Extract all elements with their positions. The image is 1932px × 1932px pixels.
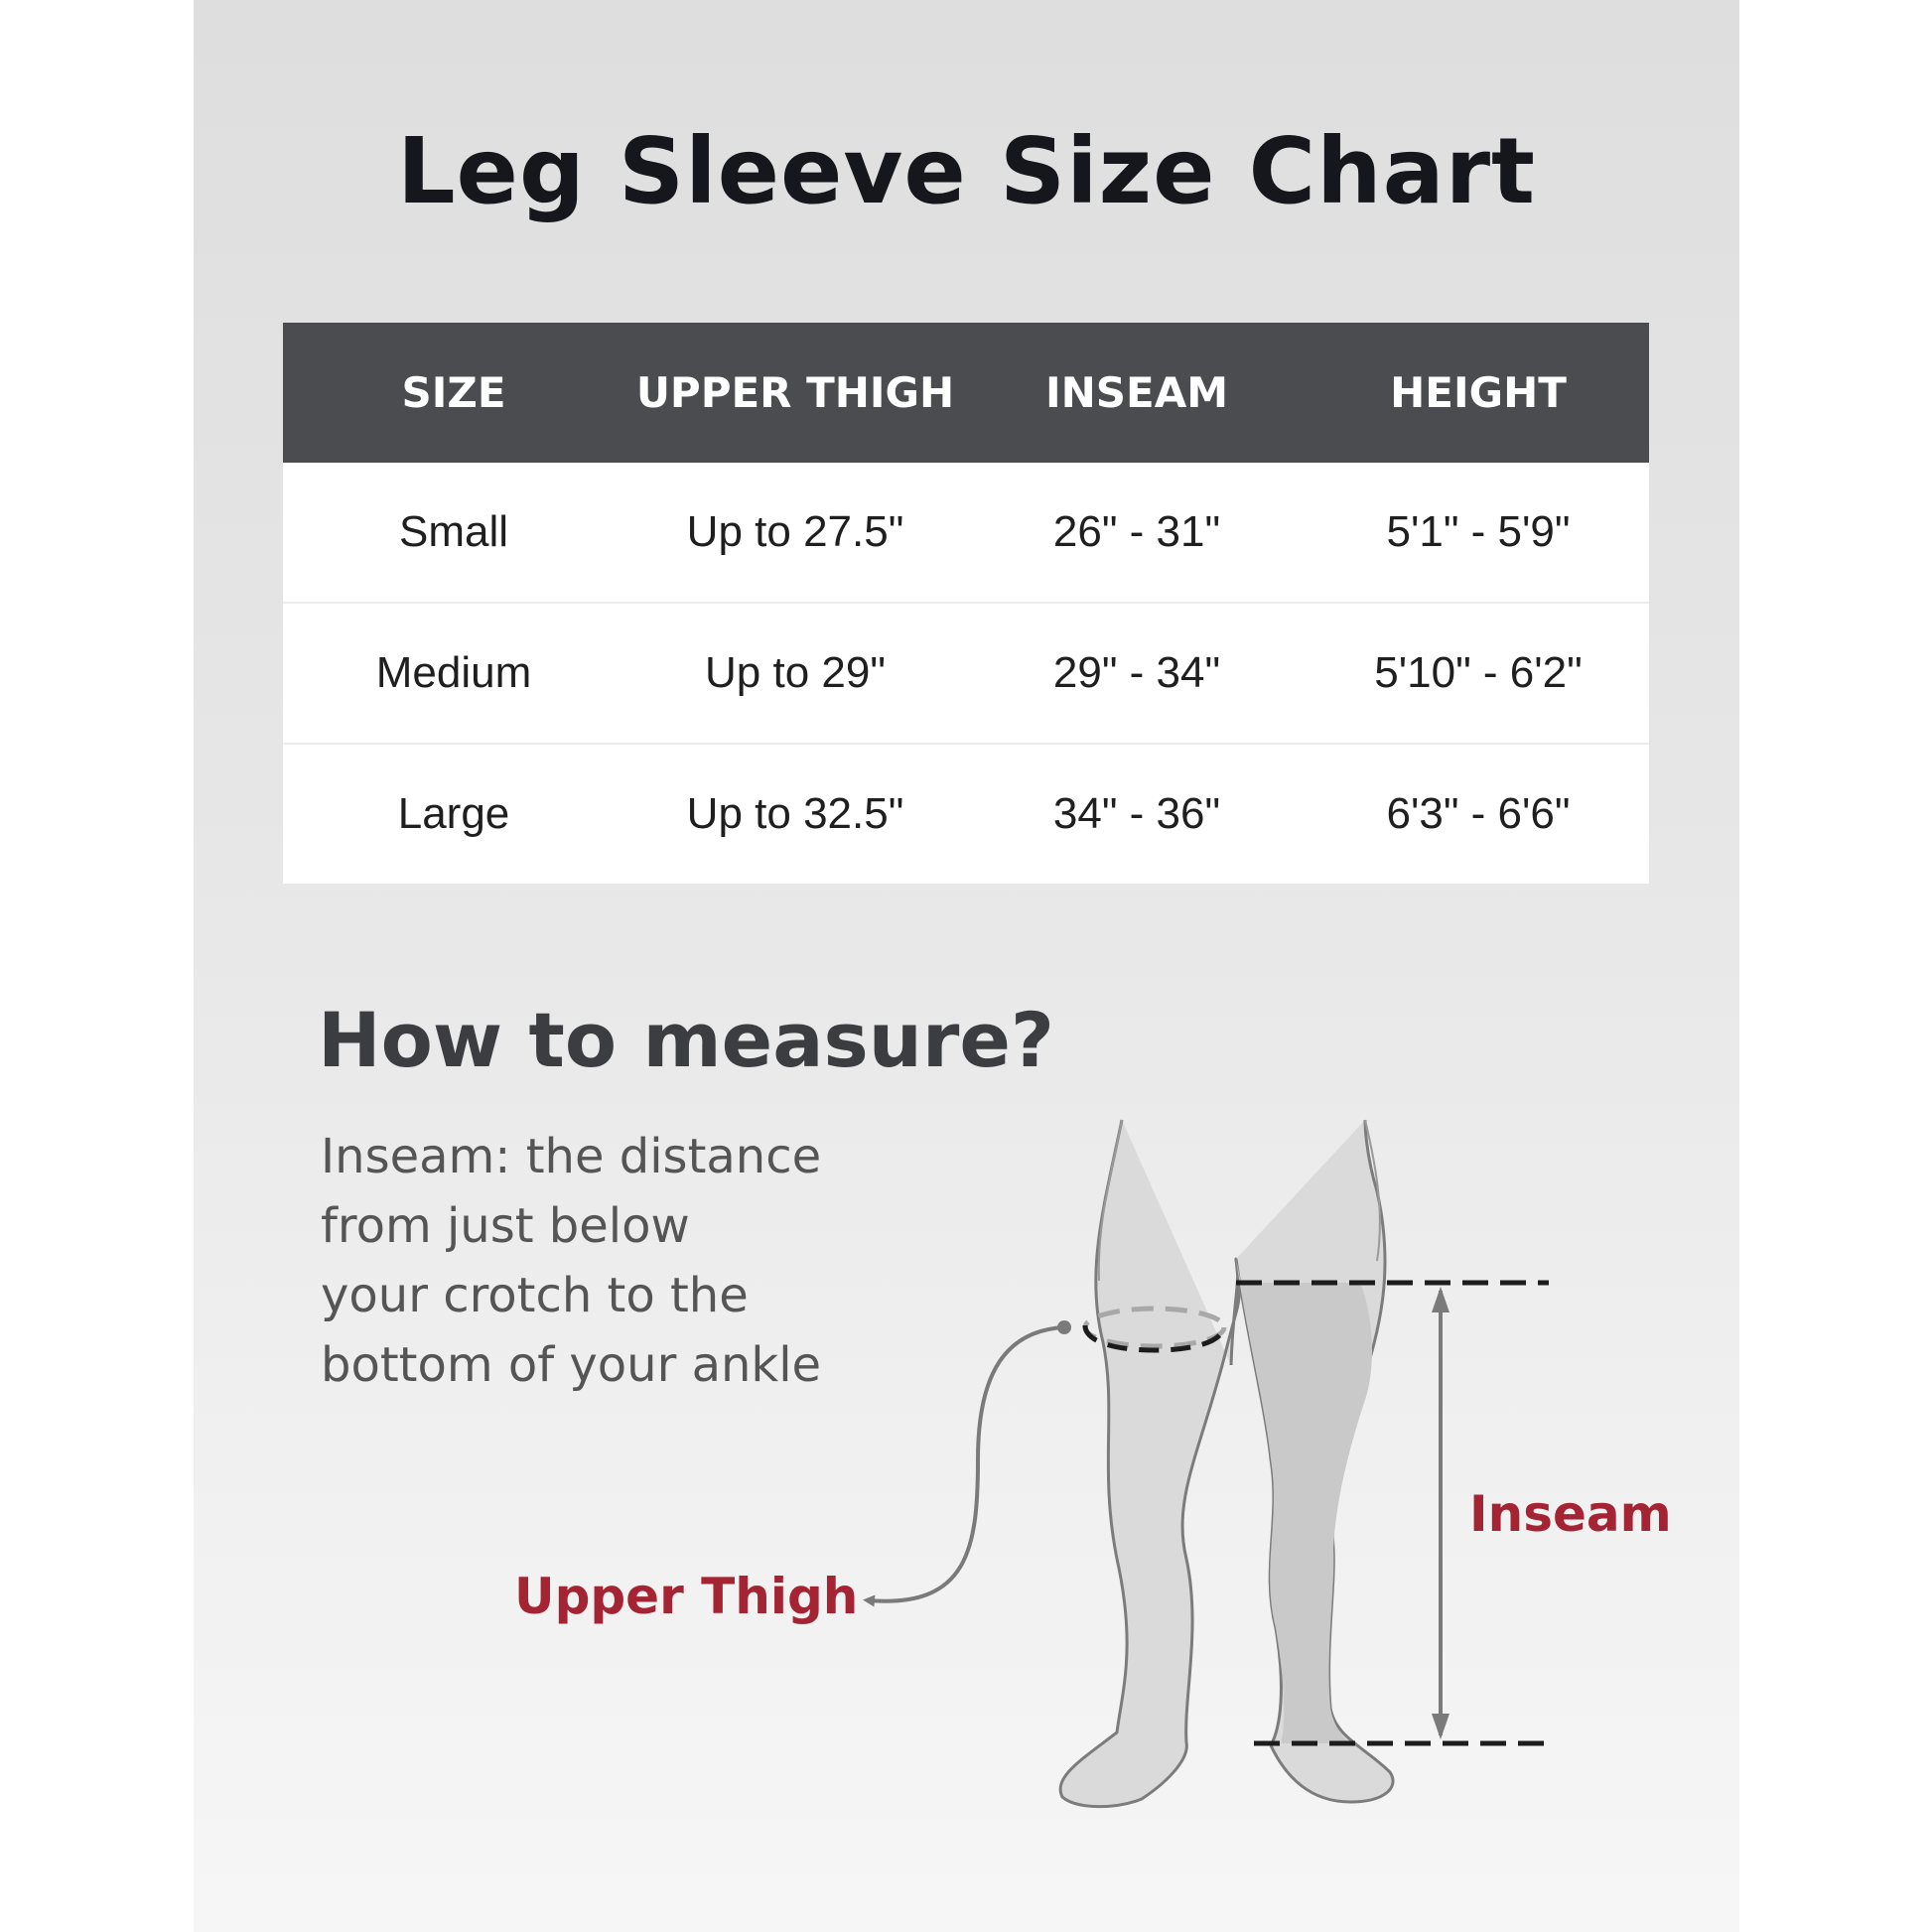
description-line: bottom of your ankle (321, 1337, 822, 1393)
inseam-highlight-icon (1236, 1259, 1372, 1743)
inseam-label: Inseam (1469, 1485, 1672, 1543)
upper-thigh-cell: Up to 32.5" (624, 744, 966, 884)
description-line: your crotch to the (321, 1268, 749, 1323)
inseam-arrow-top-icon (1432, 1287, 1449, 1312)
description-line: Inseam: the distance (321, 1129, 822, 1184)
inseam-arrow-bottom-icon (1432, 1714, 1449, 1739)
how-to-measure-heading: How to measure? (318, 996, 1054, 1084)
inseam-cell: 29" - 34" (966, 603, 1308, 744)
page-title: Leg Sleeve Size Chart (396, 118, 1537, 224)
size-cell: Medium (283, 603, 624, 744)
size-chart-panel (194, 0, 1739, 1932)
column-header-upper-thigh: UPPER THIGH (624, 323, 966, 463)
size-cell: Large (283, 744, 624, 884)
size-cell: Small (283, 463, 624, 603)
upper-thigh-cell: Up to 29" (624, 603, 966, 744)
legs-diagram (194, 0, 1739, 1932)
upper-thigh-label: Upper Thigh (514, 1568, 859, 1625)
height-cell: 6'3" - 6'6" (1308, 744, 1649, 884)
description-line: from just below (321, 1198, 690, 1254)
column-header-size: SIZE (283, 323, 624, 463)
upper-thigh-cell: Up to 27.5" (624, 463, 966, 603)
thigh-pointer-arrow-icon (869, 1327, 1064, 1601)
column-header-inseam: INSEAM (966, 323, 1308, 463)
height-cell: 5'1" - 5'9" (1308, 463, 1649, 603)
height-cell: 5'10" - 6'2" (1308, 603, 1649, 744)
inseam-cell: 34" - 36" (966, 744, 1308, 884)
inseam-cell: 26" - 31" (966, 463, 1308, 603)
column-header-height: HEIGHT (1308, 323, 1649, 463)
left-leg-icon (1060, 1120, 1239, 1807)
